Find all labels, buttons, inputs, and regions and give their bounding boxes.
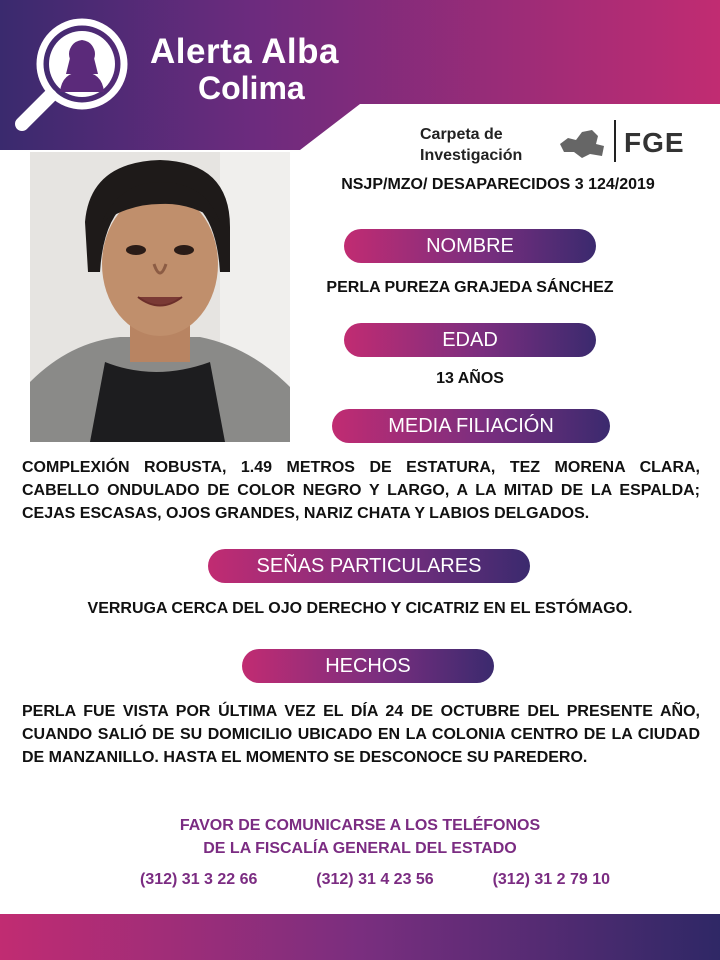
carpeta-line1: Carpeta de bbox=[420, 126, 503, 143]
filiacion-text: COMPLEXIÓN ROBUSTA, 1.49 METROS DE ESTATURA, TEZ MORENA CLARA, CABELLO ONDULADO DE COLOR NEGRO Y LARGO, A LA MITAD DE LA ESPALDA; CEJAS ESCASAS, OJOS GRANDES, NARIZ CHATA Y LABIOS DELGADOS. bbox=[22, 459, 700, 522]
contact-line2: DE LA FISCALÍA GENERAL DEL ESTADO bbox=[203, 840, 517, 857]
edad-value: 13 AÑOS bbox=[436, 370, 504, 387]
contact-line1: FAVOR DE COMUNICARSE A LOS TELÉFONOS bbox=[179, 817, 541, 834]
footer-bar bbox=[0, 914, 720, 960]
colima-map-icon bbox=[558, 126, 608, 160]
nombre-header: NOMBRE bbox=[344, 229, 596, 263]
filiacion-header: MEDIA FILIACIÓN bbox=[332, 409, 610, 443]
hechos-header: HECHOS bbox=[242, 649, 494, 683]
header-banner bbox=[0, 0, 720, 150]
alert-state: Colima bbox=[198, 70, 305, 106]
logo-divider bbox=[614, 120, 616, 162]
phone-list bbox=[140, 871, 610, 889]
search-person-icon bbox=[12, 14, 130, 134]
fge-logo: FGE bbox=[624, 127, 685, 158]
phone-number[interactable]: (312) 31 2 79 10 bbox=[492, 871, 610, 888]
carpeta-line2: Investigación bbox=[420, 147, 523, 164]
carpeta-label bbox=[420, 124, 522, 166]
nombre-value: PERLA PUREZA GRAJEDA SÁNCHEZ bbox=[326, 279, 614, 296]
senas-text: VERRUGA CERCA DEL OJO DERECHO Y CICATRIZ EN EL ESTÓMAGO. bbox=[87, 600, 633, 617]
phone-number[interactable]: (312) 31 3 22 66 bbox=[140, 871, 258, 888]
phone-number[interactable]: (312) 31 4 23 56 bbox=[316, 871, 434, 888]
edad-header: EDAD bbox=[344, 323, 596, 357]
alert-title: Alerta Alba bbox=[150, 32, 339, 71]
senas-header: SEÑAS PARTICULARES bbox=[208, 549, 530, 583]
case-folio: NSJP/MZO/ DESAPARECIDOS 3 124/2019 bbox=[341, 176, 655, 193]
hechos-text: PERLA FUE VISTA POR ÚLTIMA VEZ EL DÍA 24 DE OCTUBRE DEL PRESENTE AÑO, CUANDO SALIÓ DE SU DOMICILIO UBICADO EN LA COLONIA CENTRO DE LA CIUDAD DE MANZANILLO. HASTA EL MOMENTO SE DESCONOCE SU PAREDERO. bbox=[22, 703, 700, 766]
missing-person-photo bbox=[30, 152, 290, 442]
